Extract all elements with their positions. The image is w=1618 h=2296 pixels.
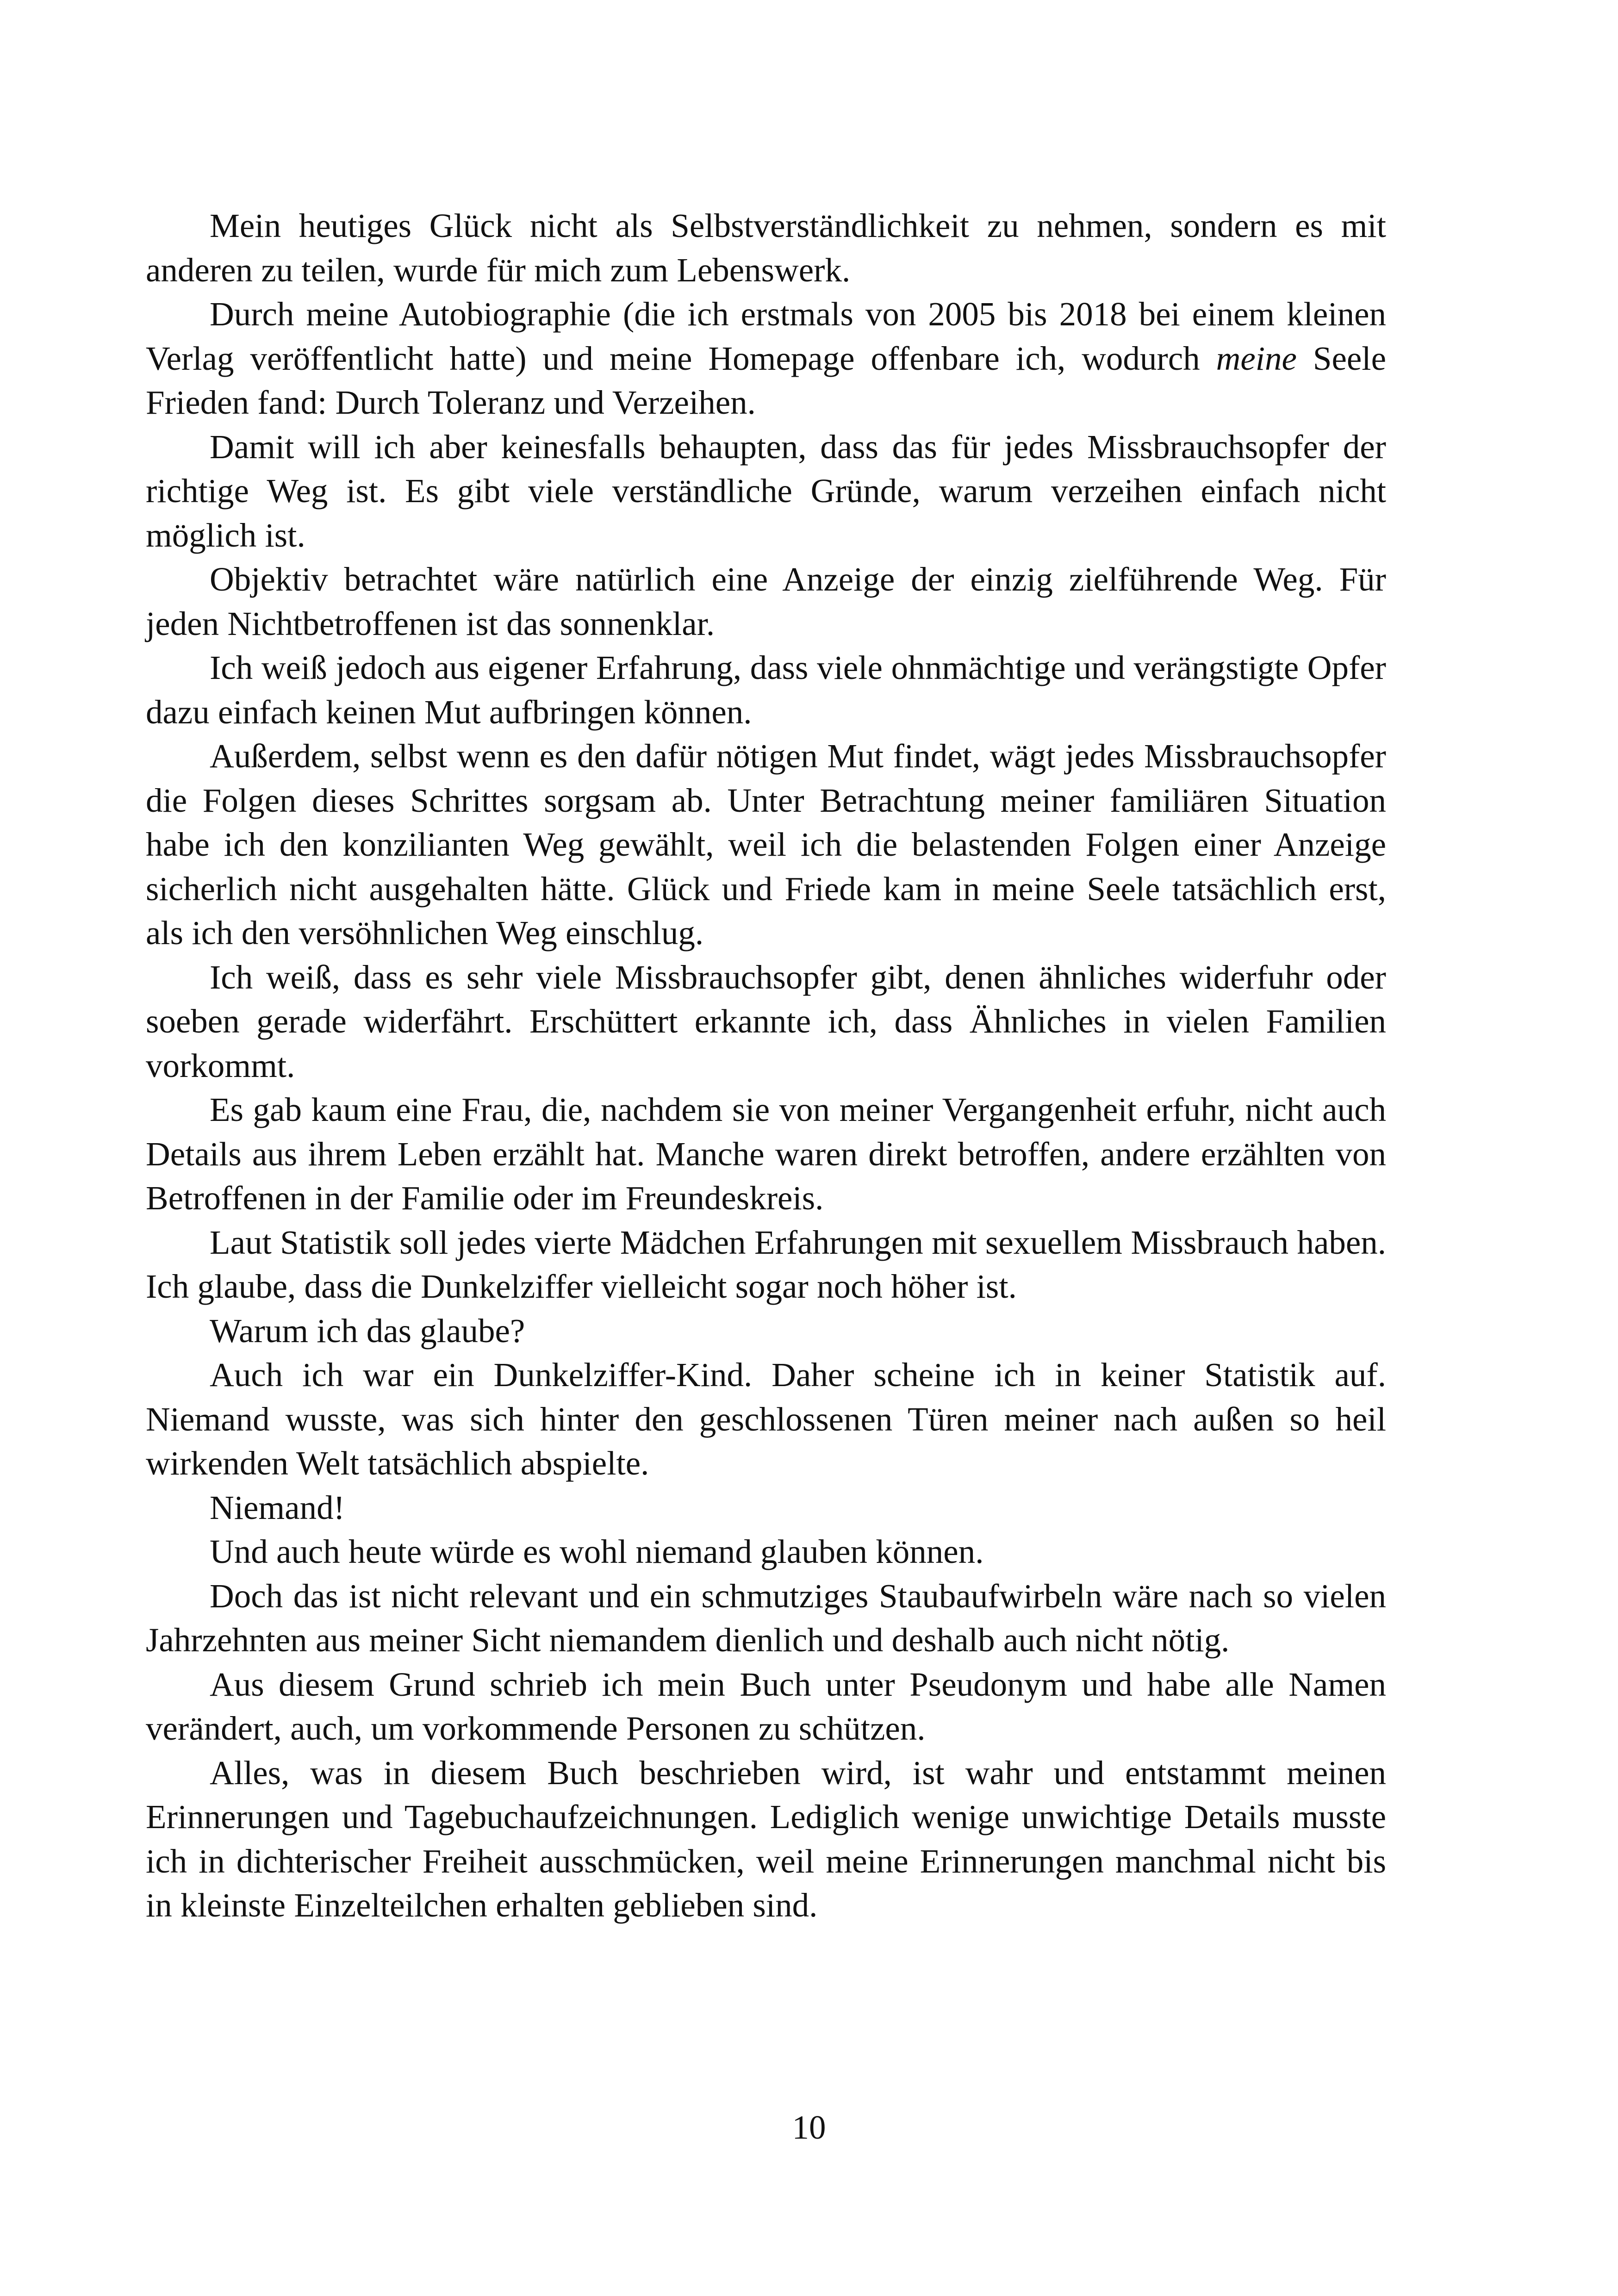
paragraph: Objektiv betrachtet wäre natürlich eine Anzeige der einzig zielführende Weg. Für jeden Nichtbetroffenen ist das sonnenklar. — [146, 560, 1386, 642]
paragraph: Und auch heute würde es wohl niemand glauben können. — [210, 1533, 984, 1570]
paragraph: Ich weiß jedoch aus eigener Erfahrung, dass viele ohnmächtige und verängstigte Opfer dazu einfach keinen Mut aufbringen können. — [146, 649, 1386, 731]
paragraph: Aus diesem Grund schrieb ich mein Buch unter Pseudonym und habe alle Namen verändert, auch, um vorkommende Personen zu schützen. — [146, 1665, 1386, 1747]
paragraph: Alles, was in diesem Buch beschrieben wird, ist wahr und entstammt meinen Erinnerungen und Tagebuchaufzeichnungen. Lediglich wenige unwichtige Details musste ich in dichterischer Freiheit ausschmücken, weil meine Erinnerungen manchmal nicht bis in kleinste Einzelteilchen erhalten geblieben sind. — [146, 1754, 1386, 1924]
paragraph: Außerdem, selbst wenn es den dafür nötigen Mut findet, wägt jedes Missbrauchsopfer die Folgen dieses Schrittes sorgsam ab. Unter Betrachtung meiner familiären Situation habe ich den konzilianten Weg gewählt, weil ich die belastenden Folgen einer Anzeige sicherlich nicht ausgehalten hätte. Glück und Friede kam in meine Seele tatsächlich erst, als ich den versöhnlichen Weg einschlug. — [146, 737, 1386, 952]
paragraph: Es gab kaum eine Frau, die, nachdem sie von meiner Vergangenheit erfuhr, nicht auch Details aus ihrem Leben erzählt hat. Manche waren direkt betroffen, andere erzählten von Betroffenen in der Familie oder im Freundeskreis. — [146, 1091, 1386, 1217]
paragraph: Damit will ich aber keinesfalls behaupten, dass das für jedes Missbrauchsopfer der richtige Weg ist. Es gibt viele verständliche Gründe, warum verzeihen einfach nicht möglich ist. — [146, 428, 1386, 554]
paragraph: Mein heutiges Glück nicht als Selbstverständlichkeit zu nehmen, sondern es mit anderen zu teilen, wurde für mich zum Lebenswerk. — [146, 207, 1386, 289]
emphasized-word: meine — [1216, 339, 1297, 377]
paragraph — [146, 292, 1386, 425]
paragraph: Laut Statistik soll jedes vierte Mädchen Erfahrungen mit sexuellem Missbrauch haben. Ich glaube, dass die Dunkelziffer vielleicht sogar noch höher ist. — [146, 1223, 1386, 1305]
paragraph-text: Durch meine Autobiographie (die ich erstmals von 2005 bis 2018 bei einem kleinen Verlag veröffentlicht hatte) und meine Homepage offenbare ich, wodurch — [146, 295, 1386, 377]
paragraph: Ich weiß, dass es sehr viele Missbrauchsopfer gibt, denen ähnliches widerfuhr oder soeben gerade widerfährt. Erschüttert erkannte ich, dass Ähnliches in vielen Familien vorkommt. — [146, 958, 1386, 1084]
paragraph: Auch ich war ein Dunkelziffer-Kind. Daher scheine ich in keiner Statistik auf. Niemand wusste, was sich hinter den geschlossenen Türen meiner nach außen so heil wirkenden Welt tatsächlich abspielte. — [146, 1356, 1386, 1482]
paragraph: Niemand! — [210, 1488, 345, 1526]
page-number: 10 — [792, 2109, 826, 2146]
paragraph: Warum ich das glaube? — [210, 1312, 525, 1350]
body-text — [146, 204, 1386, 1928]
paragraph: Doch das ist nicht relevant und ein schmutziges Staubaufwirbeln wäre nach so vielen Jahrzehnten aus meiner Sicht niemandem dienlich und deshalb auch nicht nötig. — [146, 1577, 1386, 1659]
paragraph-text: Seele Frieden fand: Durch Toleranz und Verzeihen. — [146, 339, 1386, 421]
